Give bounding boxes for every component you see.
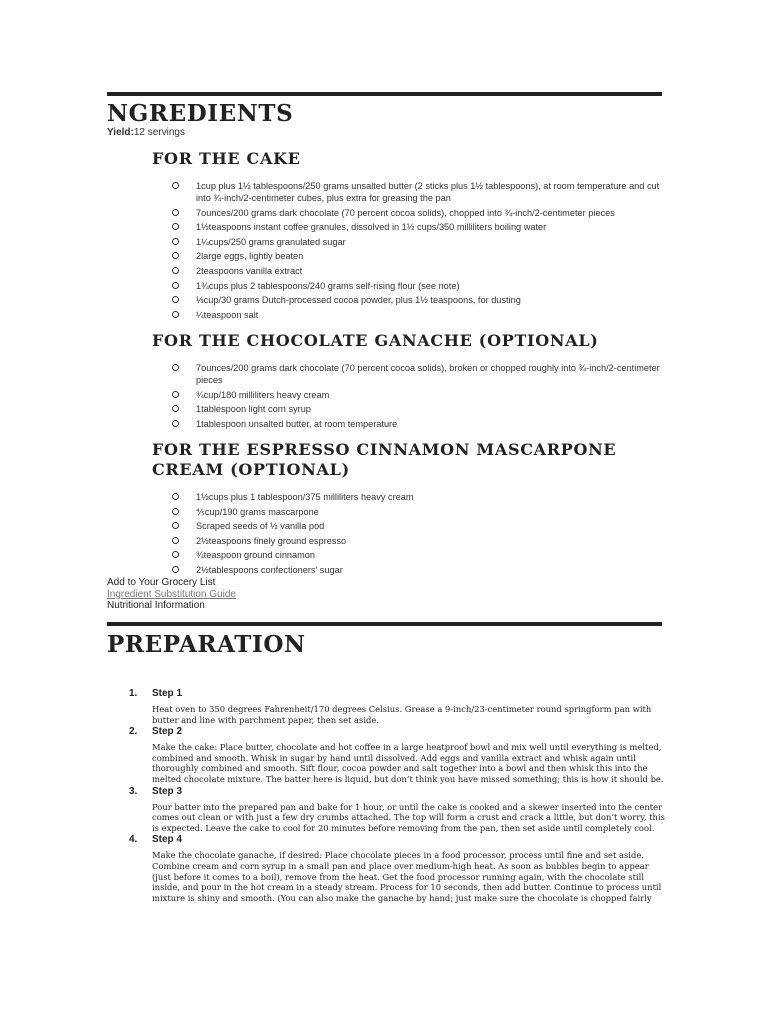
step-number: 4. <box>129 834 138 846</box>
ingredient-text: 1tablespoon light corn syrup <box>196 404 311 415</box>
circle-bullet-icon <box>172 223 179 230</box>
ingredient-text: 2½tablespoons confectioners’ sugar <box>196 564 343 575</box>
circle-bullet-icon <box>172 551 179 558</box>
ingredient-text: 1cup plus 1½ tablespoons/250 grams unsalted butter (2 sticks plus 1½ tablespoons), at room temperature and cut into ¾-inch/2-centimeter cubes, plus extra for greasing the pan <box>196 181 660 203</box>
preparation-steps <box>107 688 667 904</box>
ingredient-text: 2large eggs, lightly beaten <box>196 251 304 262</box>
ingredient-text: 2½teaspoons finely ground espresso <box>196 535 347 546</box>
list-item <box>152 207 662 219</box>
list-item <box>152 221 662 233</box>
circle-bullet-icon <box>172 296 179 303</box>
list-item <box>152 265 662 277</box>
ingredient-text: ¼teaspoon salt <box>196 309 259 320</box>
list-item <box>152 280 662 292</box>
ingredient-text: 1½cups plus 1 tablespoon/375 milliliters heavy cream <box>196 492 414 502</box>
circle-bullet-icon <box>172 405 179 412</box>
ingredient-list-ganache <box>152 362 662 432</box>
ingredient-text: ⅘cup/190 grams mascarpone <box>196 506 319 517</box>
circle-bullet-icon <box>172 522 179 529</box>
step-text: Make the chocolate ganache, if desired: Place chocolate pieces in a food processor, process until fine and set aside. Combine cream and corn syrup in a small pan and place over medium-high heat. As soon as bubbles begin to appear (just before it comes to a boil), remove from the heat. Get the food processor running again, with the chocolate still inside, and pour in the hot cream in a steady stream. Process for 10 seconds, then add butter. Continue to process until mixture is shiny and smooth. (You can also make the ganache by hand; just make sure the chocolate is chopped fairly <box>152 850 662 903</box>
step-label: Step 4 <box>152 834 183 846</box>
ingredient-text: 1¼cups/250 grams granulated sugar <box>196 236 346 247</box>
list-item <box>107 688 667 725</box>
circle-bullet-icon <box>172 537 179 544</box>
circle-bullet-icon <box>172 420 179 427</box>
circle-bullet-icon <box>172 282 179 289</box>
circle-bullet-icon <box>172 391 179 398</box>
group-heading-mascarpone: FOR THE ESPRESSO CINNAMON MASCARPONE CREAM (OPTIONAL) <box>152 440 617 479</box>
list-item <box>107 834 667 903</box>
list-item <box>152 491 662 503</box>
circle-bullet-icon <box>172 364 179 371</box>
step-label: Step 1 <box>152 688 183 699</box>
ingredient-text: 1tablespoon unsalted butter, at room temperature <box>196 418 398 429</box>
list-item <box>152 180 662 204</box>
ingredient-text: ¾teaspoon ground cinnamon <box>196 550 316 561</box>
list-item <box>152 403 662 415</box>
step-label: Step 3 <box>152 785 183 797</box>
yield-label: Yield: <box>107 127 134 138</box>
ingredient-text: Scraped seeds of ½ vanilla pod <box>196 521 325 532</box>
yield-line <box>107 127 185 138</box>
list-item <box>152 535 662 547</box>
ingredient-text: 2teaspoons vanilla extract <box>196 265 303 276</box>
list-item <box>152 418 662 430</box>
circle-bullet-icon <box>172 508 179 515</box>
ingredients-title: NGREDIENTS <box>107 100 294 127</box>
ingredient-list-mascarpone <box>152 491 662 579</box>
preparation-title: PREPARATION <box>107 631 306 658</box>
grocery-list-link[interactable]: Add to Your Grocery List <box>107 577 216 588</box>
circle-bullet-icon <box>172 493 179 500</box>
group-heading-cake: FOR THE CAKE <box>152 149 301 168</box>
step-text: Heat oven to 350 degrees Fahrenheit/170 degrees Celsius. Grease a 9-inch/23-centimeter round springform pan with butter and line with parchment paper, then set aside. <box>152 704 652 725</box>
group-heading-ganache: FOR THE CHOCOLATE GANACHE (OPTIONAL) <box>152 331 599 350</box>
step-label: Step 2 <box>152 726 183 738</box>
yield-value: 12 servings <box>133 127 185 138</box>
list-item <box>152 362 662 386</box>
list-item <box>152 236 662 248</box>
list-item <box>107 726 667 784</box>
preparation-top-rule <box>107 622 662 626</box>
circle-bullet-icon <box>172 238 179 245</box>
list-item <box>152 506 662 518</box>
recipe-links <box>107 577 236 612</box>
list-item <box>152 549 662 561</box>
list-item <box>152 520 662 532</box>
step-number: 3. <box>129 785 138 797</box>
ingredient-text: ¾cup/180 milliliters heavy cream <box>196 389 330 400</box>
circle-bullet-icon <box>172 311 179 318</box>
step-number: 2. <box>129 726 138 738</box>
list-item <box>152 250 662 262</box>
list-item <box>107 786 667 834</box>
circle-bullet-icon <box>172 182 179 189</box>
list-item <box>152 294 662 306</box>
nutrition-info-link[interactable]: Nutritional Information <box>107 600 205 611</box>
ingredient-list-cake <box>152 180 662 323</box>
circle-bullet-icon <box>172 252 179 259</box>
ingredient-text: 7ounces/200 grams dark chocolate (70 percent cocoa solids), broken or chopped roughly into ¾-inch/2-centimeter pieces <box>196 363 660 385</box>
circle-bullet-icon <box>172 566 179 573</box>
circle-bullet-icon <box>172 267 179 274</box>
step-text: Pour batter into the prepared pan and bake for 1 hour, or until the cake is cooked and a skewer inserted into the center comes out clean or with just a few dry crumbs attached. The top will form a crust and crack a little, but don’t worry, this is expected. Leave the cake to cool for 20 minutes before removing from the pan, then set aside until completely cool. <box>152 801 665 833</box>
list-item <box>152 309 662 321</box>
circle-bullet-icon <box>172 209 179 216</box>
list-item <box>152 564 662 576</box>
ingredient-text: 1½teaspoons instant coffee granules, dissolved in 1½ cups/350 milliliters boiling water <box>196 222 547 233</box>
step-number: 1. <box>129 688 138 699</box>
ingredient-text: 7ounces/200 grams dark chocolate (70 percent cocoa solids), chopped into ¾-inch/2-centimeter pieces <box>196 207 615 218</box>
step-text: Make the cake: Place butter, chocolate and hot coffee in a large heatproof bowl and mix well until everything is melted, combined and smooth. Whisk in sugar by hand until dissolved. Add eggs and vanilla extract and whisk again until thoroughly combined and smooth. Sift flour, cocoa powder and salt together into a bowl and then whisk this into the melted chocolate mixture. The batter here is liquid, but don’t think you have missed something; this is how it should be. <box>152 742 664 784</box>
list-item <box>152 389 662 401</box>
substitution-guide-link[interactable]: Ingredient Substitution Guide <box>107 588 236 600</box>
ingredient-text: ⅓cup/30 grams Dutch-processed cocoa powder, plus 1½ teaspoons, for dusting <box>196 295 521 306</box>
ingredients-top-rule <box>107 92 662 96</box>
ingredient-text: 1¾cups plus 2 tablespoons/240 grams self-rising flour (see note) <box>196 280 460 291</box>
